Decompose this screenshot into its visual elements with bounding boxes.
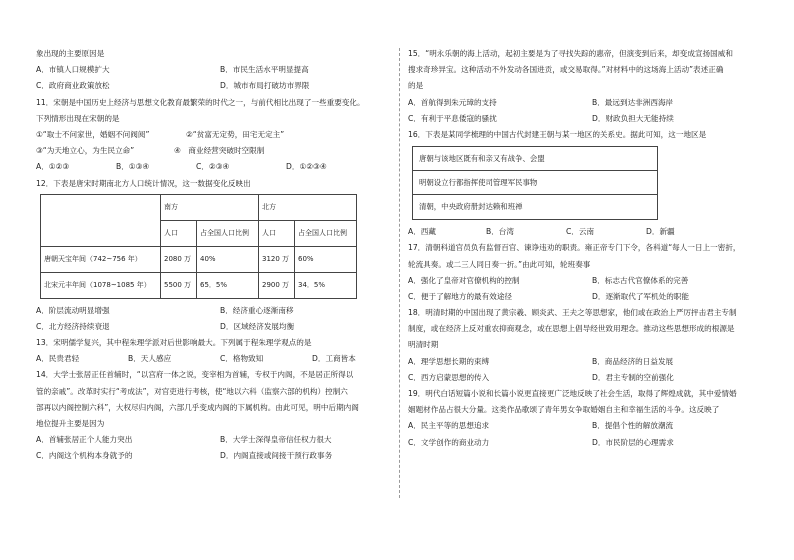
q10-options-2: [36, 78, 404, 94]
cell-north-ratio: 60%: [295, 246, 357, 272]
q13-option-d[interactable]: D．工商皆本: [312, 354, 356, 364]
q19-options-2: [408, 435, 776, 451]
row-label: 唐朝天宝年间（742~756 年）: [41, 246, 161, 272]
q13-options: [36, 351, 404, 367]
q17-options: [408, 273, 776, 289]
q15-option-b[interactable]: B．最远到达非洲西海岸: [592, 97, 674, 107]
q11-option-c[interactable]: C．②③④: [196, 162, 230, 172]
q12-option-b[interactable]: B．经济重心逐渐南移: [220, 305, 294, 315]
q18-option-a[interactable]: A．理学思想长期的束缚: [408, 356, 490, 366]
q15-stem-3: 的是: [408, 81, 424, 91]
cell-south-ratio: 40%: [197, 246, 259, 272]
q10-option-a[interactable]: A．市镇人口规模扩大: [36, 65, 110, 75]
table-header-south: 南方: [161, 194, 259, 220]
q11-option-a[interactable]: A．①②③: [36, 162, 70, 172]
q18-stem-2: 制度，或在经济上反对重农抑商观念，或在思想上倡导经世致用理念。推动这些思想形成的根源是: [408, 324, 735, 334]
q11-items-1: [36, 127, 404, 143]
table-subheader-north-ratio: 占全国人口比例: [295, 220, 357, 246]
relation-row: 清朝，中央政府册封达赖和班禅: [419, 202, 523, 212]
q18-options: [408, 354, 776, 370]
q11-stem-1: 11．宋朝是中国历史上经济与思想文化教育最繁荣的时代之一，与前代相比出现了一些重要变化。: [36, 97, 365, 107]
q14-stem-2: 管的亲戚”。改革时实行“考成法”，对官吏进行考核，使“地以六科（监察六部的机构）控制六: [36, 386, 348, 396]
q14-option-b[interactable]: B．大学士深得皇帝信任权力很大: [220, 435, 332, 445]
q19-stem-2: 姻题材作品占很大分量。这类作品歌颂了青年男女争取婚姻自主和幸福生活的斗争。这反映了: [408, 405, 720, 415]
q10-tail: 象出现的主要原因是: [36, 49, 105, 58]
q15-options-2: [408, 111, 776, 127]
q10-option-c[interactable]: C．政府商业政策放松: [36, 81, 110, 91]
right-column: [408, 46, 776, 451]
table-subheader-south-ratio: 占全国人口比例: [197, 220, 259, 246]
q17-options-2: [408, 289, 776, 305]
relation-row: 唐朝与该地区既有和亲又有战争、会盟: [413, 147, 657, 171]
q17-stem-1: 17．清朝科道官员负有监督百官、谏诤违劝的职责。雍正帝专门下令，各科道“每人一日上一密折，: [408, 243, 741, 253]
q15-option-a[interactable]: A．首航得到朱元璋的支持: [408, 97, 497, 107]
q17-option-c[interactable]: C．便于了解地方的最有效途径: [408, 291, 513, 301]
q16-option-b[interactable]: B．台湾: [486, 227, 514, 237]
row-label: 北宋元丰年间（1078~1085 年）: [41, 272, 161, 298]
q14-stem-1: 14．大学士张居正任首辅时，“以宫府一体之说，变宰相为首辅，专权于内阁，不是居正所得以: [36, 370, 354, 380]
q17-option-b[interactable]: B．标志古代官僚体系的完善: [592, 275, 689, 285]
q11-option-b[interactable]: B．①③④: [116, 162, 150, 172]
cell-south-ratio: 65．5%: [197, 272, 259, 298]
q15-option-d[interactable]: D．财政负担大无能持续: [592, 113, 674, 123]
table-subheader-south-pop: 人口: [161, 220, 197, 246]
q19-stem-1: 19．明代白话短篇小说和长篇小说更直接更广泛地反映了社会生活，取得了辉煌成就，其中爱情婚: [408, 389, 737, 398]
q13-stem: 13．宋明儒学复兴，其中程朱理学派对后世影响最大。下列属于程朱理学观点的是: [36, 338, 312, 348]
q14-options-2: [36, 448, 404, 464]
cell-north-ratio: 34．5%: [295, 272, 357, 298]
q11-stem-2: 下列情形出现在宋朝的是: [36, 113, 120, 123]
q19-option-a[interactable]: A．民主平等的思想追求: [408, 421, 490, 431]
q14-option-d[interactable]: D．内阁直接或间接干预行政事务: [220, 451, 333, 461]
q10-options: [36, 62, 404, 78]
q14-option-c[interactable]: C．内阁这个机构本身就予的: [36, 451, 133, 461]
q18-options-2: [408, 370, 776, 386]
q19-option-d[interactable]: D．市民阶层的心理需求: [592, 437, 674, 447]
q15-option-c[interactable]: C．有利于平息倭寇的骚扰: [408, 113, 497, 123]
q11-option-d[interactable]: D．①②③④: [286, 162, 327, 172]
q13-option-a[interactable]: A．民贵君轻: [36, 354, 80, 364]
q15-options: [408, 95, 776, 111]
q18-option-b[interactable]: B．商品经济的日益发展: [592, 356, 674, 366]
q18-stem-3: 明清时期: [408, 340, 439, 350]
q17-stem-2: 轮流具奏。或二三人同日奏一折。”由此可知，轮班奏事: [408, 259, 591, 269]
cell-south-pop: 5500 万: [161, 272, 197, 298]
q12-options-2: [36, 319, 404, 335]
q19-options: [408, 418, 776, 434]
q16-option-d[interactable]: D．新疆: [646, 227, 675, 237]
column-divider: [399, 48, 400, 498]
table-header-north: 北方: [259, 194, 357, 220]
q14-stem-3: 部再以内阁控制六科”，大权尽归内阁，六部几乎变成内阁的下属机构。由此可见，明中后期内阁: [36, 402, 359, 412]
q19-option-b[interactable]: B．提倡个性的解放潮流: [592, 421, 674, 431]
q13-option-c[interactable]: C．格物致知: [220, 354, 264, 364]
relation-row: 明朝设立行都指挥使司管理军民事物: [413, 171, 657, 195]
q11-options: [36, 159, 404, 175]
q12-options: [36, 303, 404, 319]
q14-options: [36, 432, 404, 448]
table-row: [41, 246, 357, 272]
q18-option-c[interactable]: C．西方启蒙思想的传入: [408, 372, 490, 382]
q15-stem-2: 搜求奇珍异宝。这种活动不外发动各国进贡，或交易取得。”对材料中的这场海上活动”表述正确: [408, 65, 724, 75]
q17-option-d[interactable]: D．逐渐取代了军机处的职能: [592, 291, 689, 301]
q16-option-c[interactable]: C．云南: [566, 227, 595, 237]
q16-options: [408, 224, 776, 240]
left-column: [36, 46, 404, 465]
q10-option-b[interactable]: B．市民生活水平明显提高: [220, 65, 309, 75]
q18-option-d[interactable]: D．君主专制的空前强化: [592, 372, 674, 382]
q18-stem-1: 18．明清时期的中国出现了黄宗羲、顾炎武、王夫之等思想家，他们或在政治上严厉抨击君主专制: [408, 308, 737, 318]
q11-item-3: ③“为天地立心，为生民立命”: [36, 146, 135, 156]
cell-south-pop: 2080 万: [161, 246, 197, 272]
q12-option-a[interactable]: A．阶层流动明显增强: [36, 305, 110, 315]
q12-option-c[interactable]: C．北方经济持续衰退: [36, 321, 110, 331]
cell-north-pop: 3120 万: [259, 246, 295, 272]
q11-item-1: ①“取士不问家世，婚姻不问阀阅”: [36, 129, 150, 139]
q11-item-2: ②“贫富无定势，田宅无定主”: [186, 129, 285, 139]
q14-stem-4: 地位提升主要是因为: [36, 419, 105, 428]
q17-option-a[interactable]: A．强化了皇帝对官僚机构的控制: [408, 275, 520, 285]
population-table: [40, 194, 357, 299]
q10-option-d[interactable]: D．城市布局打破坊市界限: [220, 81, 310, 91]
q19-option-c[interactable]: C．文学创作的商业动力: [408, 437, 490, 447]
q13-option-b[interactable]: B．天人感应: [128, 354, 172, 364]
q16-stem: 16．下表是某同学梳理的中国古代封建王朝与某一地区的关系史。据此可知，这一地区是: [408, 129, 707, 139]
q11-items-2: [36, 143, 404, 159]
q14-option-a[interactable]: A．首辅张居正个人能力突出: [36, 435, 133, 445]
q15-stem-1: 15．“明永乐朝的海上活动，起初主要是为了寻找失踪的惠帝，但演变到后来，却变成宣扬国威和: [408, 49, 733, 58]
q12-stem: 12．下表是唐宋时期南北方人口统计情况，这一数据变化反映出: [36, 178, 251, 188]
table-row: [41, 272, 357, 298]
relation-table: [412, 146, 658, 220]
q12-option-d[interactable]: D．区域经济发展均衡: [220, 321, 295, 331]
q11-item-4: ④ 商业经营突破时空限制: [174, 146, 265, 156]
cell-north-pop: 2900 万: [259, 272, 295, 298]
table-subheader-north-pop: 人口: [259, 220, 295, 246]
q16-option-a[interactable]: A．西藏: [408, 227, 436, 237]
table-corner: [41, 194, 161, 246]
